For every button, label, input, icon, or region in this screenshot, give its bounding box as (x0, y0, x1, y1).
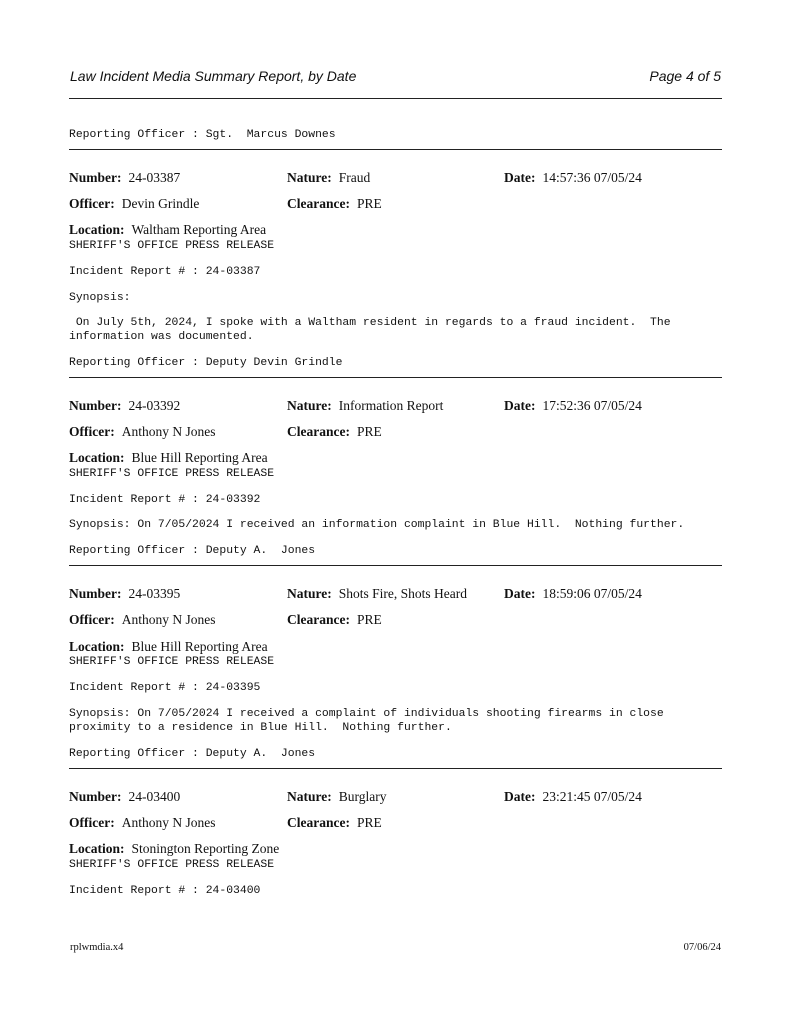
incident-officer: Officer: Anthony N Jones (69, 815, 216, 830)
incident-nature: Nature: Fraud (287, 170, 371, 185)
incident-officer: Officer: Anthony N Jones (69, 424, 216, 439)
footer-filename: rplwmdia.x4 (70, 942, 124, 953)
synopsis-text: On July 5th, 2024, I spoke with a Waltham resident in regards to a fraud incident. The information was documented. (69, 317, 678, 343)
divider (69, 377, 722, 378)
incident-date: Date: 17:52:36 07/05/24 (504, 398, 642, 413)
synopsis-text: Synopsis: On 7/05/2024 I received an information complaint in Blue Hill. Nothing further. (69, 519, 685, 531)
divider (69, 149, 722, 150)
synopsis-label: Synopsis: (69, 292, 131, 304)
press-release-label: SHERIFF'S OFFICE PRESS RELEASE (69, 656, 275, 668)
incident-location: Location: Blue Hill Reporting Area (69, 639, 268, 654)
press-release-label: SHERIFF'S OFFICE PRESS RELEASE (69, 468, 275, 480)
incident-nature: Nature: Shots Fire, Shots Heard (287, 586, 467, 601)
incident-date: Date: 14:57:36 07/05/24 (504, 170, 642, 185)
incident-report-number: Incident Report # : 24-03400 (69, 885, 261, 897)
incident-officer: Officer: Devin Grindle (69, 196, 200, 211)
incident-officer: Officer: Anthony N Jones (69, 612, 216, 627)
divider (69, 565, 722, 566)
incident-report-number: Incident Report # : 24-03392 (69, 494, 261, 506)
press-release-label: SHERIFF'S OFFICE PRESS RELEASE (69, 240, 275, 252)
reporting-officer: Reporting Officer : Deputy A. Jones (69, 545, 316, 557)
synopsis-text: Synopsis: On 7/05/2024 I received a complaint of individuals shooting firearms in close proximity to a residence in Blue Hill. Nothing further. (69, 708, 671, 734)
incident-location: Location: Waltham Reporting Area (69, 222, 267, 237)
reporting-officer: Reporting Officer : Deputy A. Jones (69, 748, 316, 760)
page-indicator: Page 4 of 5 (649, 68, 721, 84)
divider (69, 768, 722, 769)
incident-date: Date: 18:59:06 07/05/24 (504, 586, 642, 601)
report-title: Law Incident Media Summary Report, by Date (70, 68, 357, 84)
incident-report-number: Incident Report # : 24-03387 (69, 266, 261, 278)
incident-date: Date: 23:21:45 07/05/24 (504, 789, 642, 804)
header-rule (69, 98, 722, 99)
incident-clearance: Clearance: PRE (287, 815, 382, 830)
incident-number: Number: 24-03395 (69, 586, 181, 601)
prev-reporting-officer: Reporting Officer : Sgt. Marcus Downes (69, 129, 336, 141)
press-release-label: SHERIFF'S OFFICE PRESS RELEASE (69, 859, 275, 871)
incident-clearance: Clearance: PRE (287, 612, 382, 627)
incident-number: Number: 24-03392 (69, 398, 181, 413)
incident-nature: Nature: Information Report (287, 398, 444, 413)
reporting-officer: Reporting Officer : Deputy Devin Grindle (69, 357, 343, 369)
incident-clearance: Clearance: PRE (287, 196, 382, 211)
incident-clearance: Clearance: PRE (287, 424, 382, 439)
incident-number: Number: 24-03387 (69, 170, 181, 185)
footer-date: 07/06/24 (683, 942, 721, 953)
incident-report-number: Incident Report # : 24-03395 (69, 682, 261, 694)
incident-location: Location: Stonington Reporting Zone (69, 841, 280, 856)
incident-number: Number: 24-03400 (69, 789, 181, 804)
incident-nature: Nature: Burglary (287, 789, 387, 804)
incident-location: Location: Blue Hill Reporting Area (69, 450, 268, 465)
